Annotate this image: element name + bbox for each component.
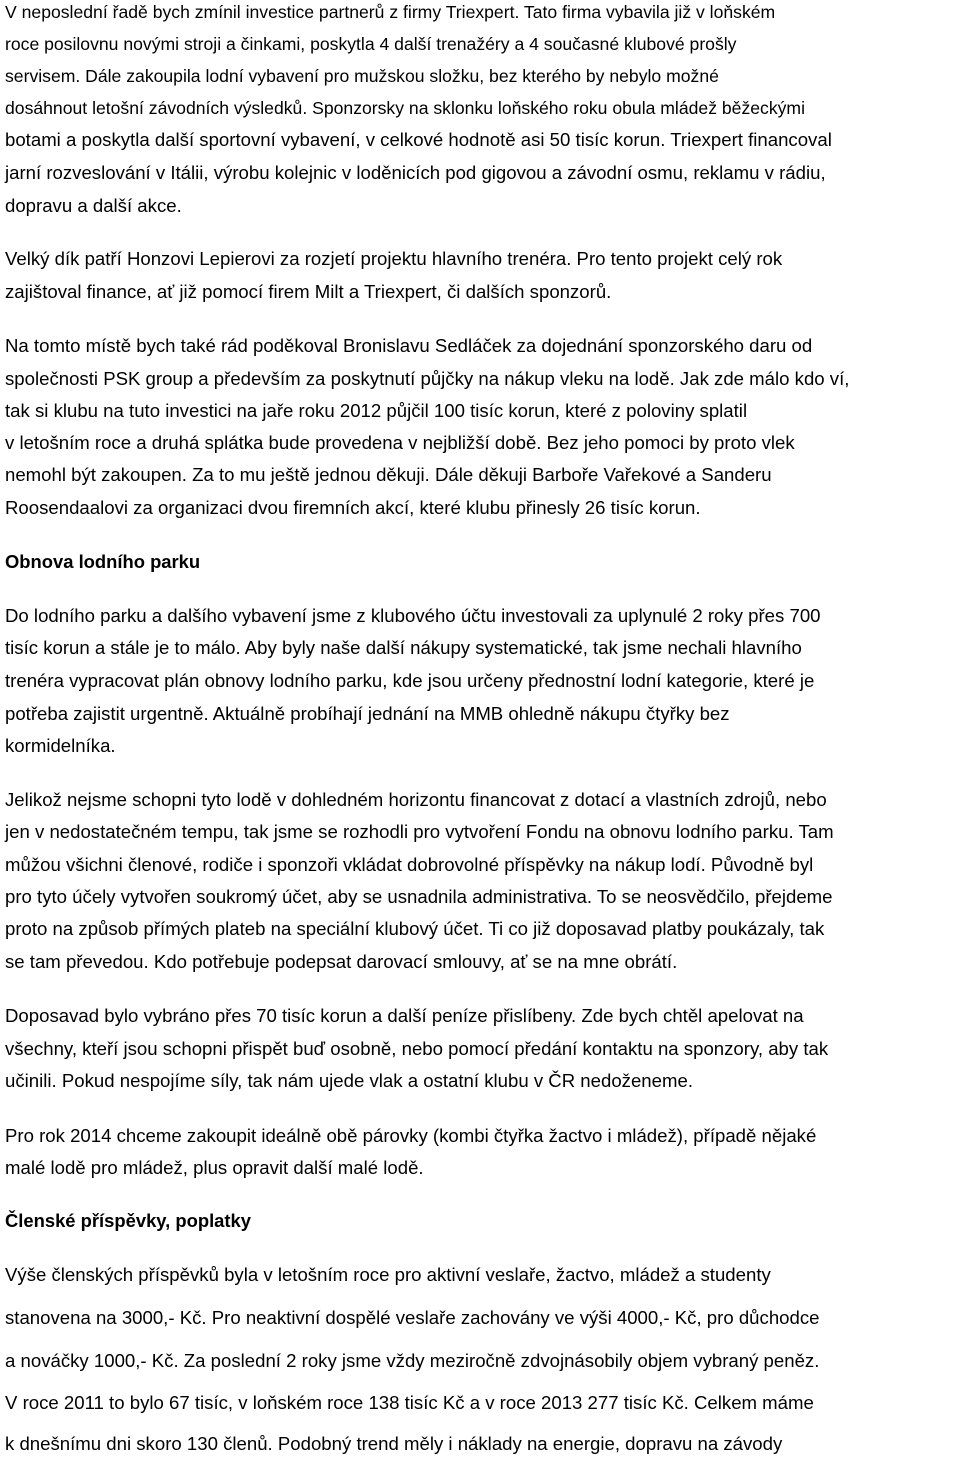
text-line: proto na způsob přímých plateb na speciální klubový účet. Ti co již doposavad platby poukázaly, tak [5, 918, 825, 939]
text-line: pro tyto účely vytvořen soukromý účet, aby se usnadnila administrativa. To se neosvědčilo, přejdeme [5, 886, 833, 907]
text-line: jarní rozveslování v Itálii, výrobu kolejnic v loděnicích pod gigovou a závodní osmu, reklamu v rádiu, [5, 162, 826, 183]
text-line: potřeba zajistit urgentně. Aktuálně probíhají jednání na MMB ohledně nákupu čtyřky bez [5, 703, 730, 724]
text-line: stanovena na 3000,- Kč. Pro neaktivní dospělé veslaře zachovány ve výši 4000,- Kč, pro důchodce [5, 1307, 820, 1328]
text-line: malé lodě pro mládež, plus opravit další malé lodě. [5, 1157, 424, 1178]
text-line: v letošním roce a druhá splátka bude provedena v nejbližší době. Bez jeho pomoci by proto vlek [5, 432, 795, 453]
text-line: roce posilovnu novými stroji a činkami, poskytla 4 další trenažéry a 4 současné klubové prošly [5, 34, 737, 54]
text-line: tisíc korun a stále je to málo. Aby byly naše další nákupy systematické, tak jsme nechali hlavního [5, 637, 802, 658]
text-line: a nováčky 1000,- Kč. Za poslední 2 roky jsme vždy meziročně zdvojnásobily objem vybraný peněz. [5, 1350, 820, 1371]
text-line: Pro rok 2014 chceme zakoupit ideálně obě párovky (kombi čtyřka žactvo i mládež), případě nějaké [5, 1125, 817, 1146]
section-heading: Členské příspěvky, poplatky [5, 1210, 251, 1231]
text-line: Výše členských příspěvků byla v letošním roce pro aktivní veslaře, žactvo, mládež a studenty [5, 1264, 771, 1285]
text-line: kormidelníka. [5, 735, 116, 756]
text-line: dopravu a další akce. [5, 195, 182, 216]
text-line: Do lodního parku a dalšího vybavení jsme z klubového účtu investovali za uplynulé 2 roky přes 700 [5, 605, 821, 626]
text-line: dosáhnout letošní závodních výsledků. Sponzorsky na sklonku loňského roku obula mládež běžeckými [5, 98, 805, 118]
section-heading: Obnova lodního parku [5, 551, 201, 572]
text-line: všechny, kteří jsou schopni přispět buď osobně, nebo pomocí předání kontaktu na sponzory, aby tak [5, 1038, 829, 1059]
text-line: servisem. Dále zakoupila lodní vybavení pro mužskou složku, bez kterého by nebylo možné [5, 66, 719, 86]
text-line: tak si klubu na tuto investici na jaře roku 2012 půjčil 100 tisíc korun, které z poloviny splatil [5, 400, 748, 421]
text-line: Na tomto místě bych také rád poděkoval Bronislavu Sedláček za dojednání sponzorského daru od [5, 335, 813, 356]
text-line: Jelikož nejsme schopni tyto lodě v dohledném horizontu financovat z dotací a vlastních zdrojů, nebo [5, 789, 827, 810]
text-line: nemohl být zakoupen. Za to mu ještě jednou děkuji. Dále děkuji Barboře Vařekové a Sanderu [5, 464, 772, 485]
text-line: V roce 2011 to bylo 67 tisíc, v loňském roce 138 tisíc Kč a v roce 2013 277 tisíc Kč. Celkem máme [5, 1392, 814, 1413]
text-line: botami a poskytla další sportovní vybavení, v celkové hodnotě asi 50 tisíc korun. Triexpert financoval [5, 129, 832, 150]
text-line: společnosti PSK group a především za poskytnutí půjčky na nákup vleku na lodě. Jak zde málo kdo ví, [5, 368, 850, 389]
text-line: jen v nedostatečném tempu, tak jsme se rozhodli pro vytvoření Fondu na obnovu lodního parku. Tam [5, 821, 834, 842]
text-line: Doposavad bylo vybráno přes 70 tisíc korun a další peníze přislíbeny. Zde bych chtěl apelovat na [5, 1005, 804, 1026]
text-line: Velký dík patří Honzovi Lepierovi za rozjetí projektu hlavního trenéra. Pro tento projekt celý rok [5, 248, 783, 269]
text-line: se tam převedou. Kdo potřebuje podepsat darovací smlouvy, ať se na mne obrátí. [5, 951, 678, 972]
text-line: můžou všichni členové, rodiče i sponzoři vkládat dobrovolné příspěvky na nákup lodí. Původně byl [5, 854, 814, 875]
text-line: k dnešnímu dni skoro 130 členů. Podobný trend měly i náklady na energie, dopravu na závody [5, 1433, 783, 1454]
text-line: Roosendaalovi za organizaci dvou firemních akcí, které klubu přinesly 26 tisíc korun. [5, 497, 701, 518]
text-line: trenéra vypracovat plán obnovy lodního parku, kde jsou určeny přednostní lodní kategorie, které je [5, 670, 815, 691]
text-line: V neposlední řadě bych zmínil investice partnerů z firmy Triexpert. Tato firma vybavila již v loňském [5, 2, 776, 22]
text-line: zajištoval finance, ať již pomocí firem Milt a Triexpert, či dalších sponzorů. [5, 281, 612, 302]
text-line: učinili. Pokud nespojíme síly, tak nám ujede vlak a ostatní klubu v ČR nedoženeme. [5, 1070, 693, 1091]
